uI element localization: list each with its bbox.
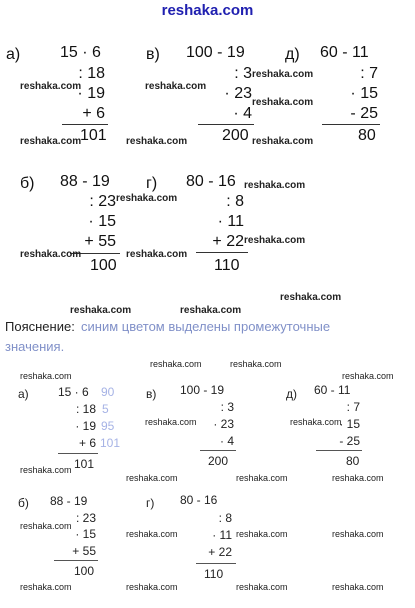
watermark: reshaka.com [332, 582, 384, 592]
watermark: reshaka.com [145, 81, 207, 92]
divider-line [316, 450, 362, 451]
divider-line [200, 450, 236, 451]
watermark: reshaka.com [342, 371, 394, 381]
expr-g-annotated: 80 - 16 [180, 493, 218, 507]
watermark: reshaka.com [20, 136, 82, 147]
expr-b: 88 - 19 [60, 173, 110, 190]
step-d-3-annotated: - 25 [339, 434, 360, 448]
watermark: reshaka.com [150, 359, 202, 369]
result-v: 200 [222, 127, 249, 144]
step-g-1-annotated: : 8 [218, 511, 232, 525]
result-v-annotated: 200 [208, 454, 229, 468]
divider-line [58, 453, 98, 454]
label-a-annotated: а) [18, 387, 29, 401]
step-a-3-annotated: + 6 [78, 436, 96, 450]
watermark: reshaka.com [20, 582, 72, 592]
divider-line [196, 252, 248, 253]
divider-line [322, 124, 380, 125]
watermark: reshaka.com [70, 305, 132, 316]
watermark: reshaka.com [280, 292, 342, 303]
expr-a-annotated: 15 · 6 [58, 385, 89, 399]
step-a-2: · 19 [77, 85, 105, 102]
step-v-3: · 4 [233, 105, 252, 122]
step-g-2-annotated: · 11 [212, 528, 232, 542]
step-g-3: + 22 [212, 233, 244, 250]
intermediate-value: 95 [101, 419, 115, 433]
divider-line [196, 563, 236, 564]
step-b-1: : 23 [89, 193, 116, 210]
label-g-annotated: г) [146, 496, 155, 510]
expr-a: 15 · 6 [60, 44, 101, 61]
watermark: reshaka.com [20, 249, 82, 260]
watermark: reshaka.com [236, 529, 288, 539]
intermediate-value: 5 [102, 402, 109, 416]
result-d-annotated: 80 [346, 454, 360, 468]
expr-b-annotated: 88 - 19 [50, 494, 88, 508]
note-line-1: синим цветом выделены промежуточные [81, 319, 331, 334]
step-b-3: + 55 [84, 233, 116, 250]
watermark: reshaka.com [20, 371, 72, 381]
label-v: в) [146, 46, 160, 63]
watermark: reshaka.com [236, 473, 288, 483]
watermark: reshaka.com [20, 521, 72, 531]
watermark: reshaka.com [252, 69, 314, 80]
watermark: reshaka.com [126, 529, 178, 539]
step-a-1: : 18 [78, 65, 105, 82]
step-a-2-annotated: · 19 [75, 419, 96, 433]
step-b-3-annotated: + 55 [72, 544, 96, 558]
expr-d-annotated: 60 - 11 [314, 383, 351, 397]
result-b-annotated: 100 [74, 564, 95, 578]
expr-d: 60 - 11 [320, 44, 369, 61]
step-b-1-annotated: : 23 [75, 511, 96, 525]
step-a-3: + 6 [82, 105, 105, 122]
note-heading: Пояснение: [5, 319, 75, 334]
watermark: reshaka.com [20, 465, 72, 475]
watermark: reshaka.com [244, 235, 306, 246]
intermediate-value: 101 [100, 436, 121, 450]
label-d-annotated: д) [286, 387, 297, 401]
step-v-2-annotated: · 23 [213, 417, 234, 431]
step-d-1: : 7 [360, 65, 378, 82]
result-a-annotated: 101 [74, 457, 95, 471]
step-b-2-annotated: · 15 [75, 527, 96, 541]
watermark: reshaka.com [332, 529, 384, 539]
watermark: reshaka.com [20, 81, 82, 92]
watermark: reshaka.com [145, 417, 197, 427]
expr-g: 80 - 16 [186, 173, 236, 190]
watermark: reshaka.com [126, 582, 178, 592]
result-a: 101 [80, 127, 107, 144]
watermark: reshaka.com [252, 136, 314, 147]
expr-v: 100 - 19 [186, 44, 245, 61]
result-b: 100 [90, 257, 117, 274]
step-v-3-annotated: · 4 [219, 434, 234, 448]
watermark: reshaka.com [332, 473, 384, 483]
intermediate-value: 90 [101, 385, 115, 399]
watermark: reshaka.com [230, 359, 282, 369]
label-b: б) [20, 175, 35, 192]
expr-v-annotated: 100 - 19 [180, 383, 225, 397]
label-v-annotated: в) [146, 387, 157, 401]
label-a: а) [6, 46, 21, 63]
watermark: reshaka.com [236, 582, 288, 592]
label-g: г) [146, 175, 158, 192]
divider-line [62, 124, 108, 125]
watermark: reshaka.com [126, 249, 188, 260]
watermark: reshaka.com [290, 417, 342, 427]
step-d-2-annotated: · 15 [339, 417, 360, 431]
watermark: reshaka.com [116, 193, 178, 204]
step-g-1: : 8 [226, 193, 244, 210]
note-line-2: значения. [5, 339, 65, 354]
step-g-3-annotated: + 22 [208, 545, 232, 559]
result-g: 110 [214, 257, 240, 274]
step-v-1-annotated: : 3 [220, 400, 234, 414]
step-d-2: · 15 [350, 85, 378, 102]
watermark: reshaka.com [126, 473, 178, 483]
watermark: reshaka.com [252, 97, 314, 108]
watermark: reshaka.com [180, 305, 242, 316]
divider-line [198, 124, 254, 125]
step-d-3: - 25 [350, 105, 378, 122]
step-v-1: : 3 [234, 65, 252, 82]
step-v-2: · 23 [224, 85, 252, 102]
watermark: reshaka.com [244, 180, 306, 191]
watermark: reshaka.com [126, 136, 188, 147]
step-a-1-annotated: : 18 [75, 402, 96, 416]
divider-line [54, 560, 98, 561]
label-d: д) [285, 46, 300, 63]
site-brand[interactable]: reshaka.com [161, 2, 254, 19]
step-g-2: · 11 [217, 213, 244, 230]
label-b-annotated: б) [18, 496, 29, 510]
step-b-2: · 15 [88, 213, 116, 230]
step-d-1-annotated: : 7 [346, 400, 360, 414]
result-g-annotated: 110 [204, 567, 224, 581]
result-d: 80 [358, 127, 376, 144]
